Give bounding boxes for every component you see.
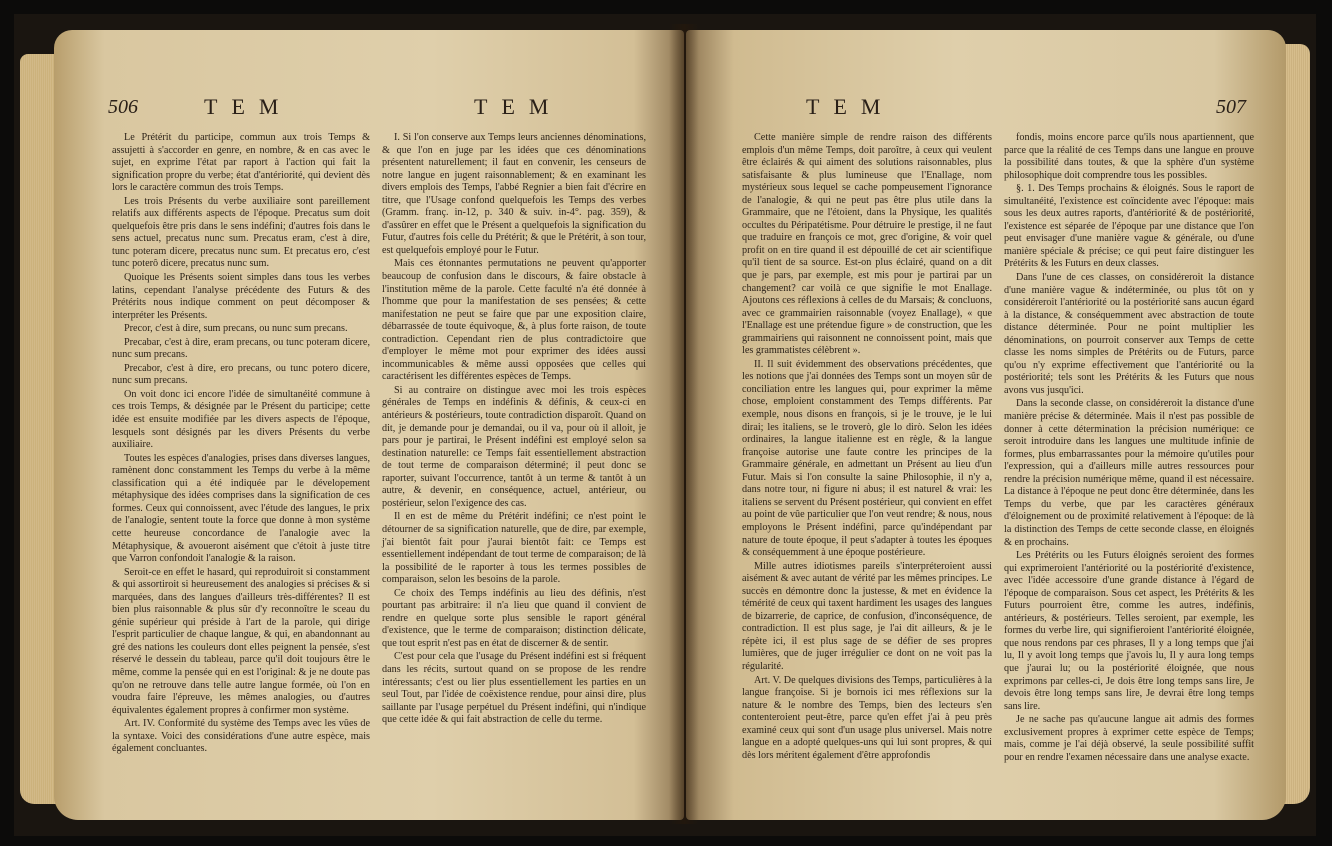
running-head-right: TEM	[806, 94, 895, 119]
left-page-column-2	[382, 132, 646, 728]
page-number-left: 506	[108, 96, 138, 118]
paragraph: Ce choix des Temps indéfinis au lieu des définis, n'est pourtant pas arbitraire: il n'a lieu que quand il convient de rendre en quelque sorte plus sensible le raport général d'existence, que le terme de comparaison; distinction délicate, que tout esprit n'est pas en état de discerner & de sentir.	[382, 587, 646, 649]
paragraph: I. Si l'on conserve aux Temps leurs anciennes dénominations, & que l'on en juge par les idées que ces dénominations présentent naturellement; il faut en convenir, les censeurs de notre langue en jugent raisonnablement; & en examinant les divers emplois des Temps, l'abbé Regnier a bien fait d'écrire en titre, que l'Usage confond quelquefois les Temps des verbes (Gramm. franç. in-12, p. 340 & suiv. in-4°. pag. 359), & d'assûrer en effet que le Présent a quelquefois la signification du Futur, d'autres fois celle du Prétérit; & que le Prétérit, à son tour, est quelquefois employé pour le Futur.	[382, 132, 646, 256]
paragraph: Art. IV. Conformité du système des Temps avec les vûes de la syntaxe. Voici des considérations d'une autre espèce, mais également concluantes.	[112, 718, 370, 755]
running-head-left-b: TEM	[474, 94, 563, 119]
left-page	[54, 30, 684, 820]
paragraph: Dans l'une de ces classes, on considéreroit la distance d'une manière vague & indéterminée, ou plus tôt on y considéreroit l'antériorité ou la postériorité sans aucun égard à la distance, & conséquemment avec abstraction de toute distance déterminée. Pour ne point multiplier les dénominations, on pourroit conserver aux Temps de cette classe les noms simples de Prétérits ou de Futurs, parce qu'ou n'y exprime effectivement que l'antériorité ou la postériorité; tels sont les Prétérits & les Futurs que nous avons vus jusqu'ici.	[1004, 272, 1254, 396]
paragraph: Mille autres idiotismes pareils s'interpréteroient aussi aisément & avec autant de vérité par les mêmes principes. Le succès en démontre donc la justesse, & met en évidence la témérité de ceux qui taxent hardiment les usages des langues de bizarrerie, de caprice, de confusion, d'inconséquence, de contradiction. Il est plus sage, je l'ai dit ailleurs, & je le répète ici, il est plus sage de se défier de ses propres lumières, que de juger irrégulier ce dont on ne voit pas la régularité.	[742, 560, 992, 672]
book-gutter	[669, 24, 699, 824]
paragraph: C'est pour cela que l'usage du Présent indéfini est si fréquent dans les récits, surtout quand on se propose de les rendre intéressants; c'est ou lier plus essentiellement les parties en un seul Tout, par l'idée de coëxistence rendue, pour ainsi dire, plus saillante par l'usage perpétuel du Présent indéfini, qui n'indique que cette idée & qui fait abstraction de celle du terme.	[382, 651, 646, 726]
paragraph: Seroit-ce en effet le hasard, qui reproduiroit si constamment & qui assortiroit si heureusement des analogies si précises & si marquées, dans des langues d'ailleurs très-différentes? Il est bien plus raisonnable & plus sûr d'y reconnoître le sceau du génie supérieur qui préside à l'art de la parole, qui dirige l'esprit particulier de chaque langue, & qui, en abandonnant au gré des nations les couleurs dont elles peignent la pensée, s'est réservé le dessein du tableau, parce qu'il doit toujours être le même, comme la pensée qui en est l'original: & je ne doute pas qu'on ne retrouve dans telle autre langue formée, où l'on en voudra faire l'épreuve, les mêmes analogies, ou d'autres équivalentes également propres à confirmer mon système.	[112, 566, 370, 716]
paragraph: Toutes les espèces d'analogies, prises dans diverses langues, ramènent donc constamment les Temps du verbe à la même classification qui a été indiquée par le dévelopement métaphysique des idées comprises dans la signification de ces formes. Ceux qui connoissent, avec l'étude des langues, le prix de l'analogie, sentent toute la force que donne à mon système cette heureuse concordance de l'analogie avec la Métaphysique, & avoueront aisément que c'étoit à juste titre que Varron confondoit l'analogie & la raison.	[112, 452, 370, 565]
page-number-right: 507	[1216, 96, 1246, 118]
paragraph: Cette manière simple de rendre raison des différents emplois d'un même Temps, doit paroître, à ceux qui veulent être éclairés & qui aiment des solutions raisonnables, plus satisfaisante & plus lumineuse que l'Enallage, nom mystérieux sous lequel se cache pompeusement l'ignorance de l'analogie, & qui ne peut pas être plus utile dans la Grammaire, que ne l'étoient, dans la Physique, les qualités occultes du Péripatétisme. Pour détruire le prestige, il ne faut que traduire en françois ce mot, grec d'origine, & voir quel profit on en tire quand il est dépouillé de cet air scientifique qu'il tient de sa source. Est-on plus éclairé, quand on a dit que je pars, par exemple, est mis pour je partirai par un changement? car voilà ce que signifie le mot Enallage. Ajoutons ces réflexions à celles de du Marsais; & concluons, avec ce grammairien raisonnable (voyez Enallage), « que l'Enallage est une prétendue figure » de construction, que les grammairiens qui raisonnent ne connoissent point, mais que les grammatistes célèbrent ».	[742, 132, 992, 357]
paragraph: fondis, moins encore parce qu'ils nous apartiennent, que parce que la réalité de ces Temps dans une langue en prouve la possibilité dans toutes, & que la sphère d'un système philosophique doit comprendre tous les possibles.	[1004, 132, 1254, 181]
left-page-column-1	[112, 132, 370, 757]
paragraph: Precor, c'est à dire, sum precans, ou nunc sum precans.	[124, 323, 348, 335]
paragraph: Quoique les Présents soient simples dans tous les verbes latins, cependant l'analyse précédente des Futurs & des Prétérits nous indique comment on peut décomposer & interpréter les Présents.	[112, 272, 370, 321]
paragraph: §. 1. Des Temps prochains & éloignés. Sous le raport de simultanéité, l'existence est coïncidente avec l'époque: mais sous les deux autres raports, d'antériorité & de postériorité, l'existence est séparée de l'époque par une distance que l'on peut envisager d'une manière vague & générale, ou d'une manière spéciale & précise; ce qui peut faire distinguer les Prétérits & les Futurs en deux classes.	[1004, 183, 1254, 270]
book-spread	[14, 14, 1316, 836]
running-head-left-a: TEM	[204, 94, 293, 119]
paragraph: Le Prétérit du participe, commun aux trois Temps & assujetti à s'accorder en genre, en nombre, & en cas avec le sujet, en exprime l'état par raport à l'action qui fait la signification propre du verbe; état d'antériorité, qui devient dès lors le caractère commun des trois Temps.	[112, 132, 370, 194]
paragraph: II. Il suit évidemment des observations précédentes, que les notions que j'ai données des Temps sont un moyen sûr de conciliation entre les langues qui, pour exprimer la même chose, emploient constamment des Temps différents. Par exemple, nous disons en françois, si je le trouve, je le lui dirai; les italiens, se le troverò, gle lo dirò. Selon les idées ordinaires, la langue italienne est en règle, & la langue françoise autorise une faute contre les principes de la Grammaire générale, en admettant un Présent au lieu d'un Futur. Mais si l'on consulte la saine Philosophie, il n'y a, dans notre tour, ni figure ni abus; il est naturel & vrai: les italiens se servent du Présent postérieur, qui convient en effet au point de vûe particulier que l'on veut rendre; & nous, nous employons le Présent indéfini, parce qu'indépendant par nature de toute époque, il peut s'adapter à toutes les époques & conséquemment à une époque postérieure.	[742, 358, 992, 559]
paragraph: Les trois Présents du verbe auxiliaire sont pareillement relatifs aux différents aspects de l'époque. Precatus sum doit quelquefois être pris dans le sens indéfini; d'autres fois dans le sens actuel, precatus nunc sum. Precatus eram, c'est à dire, tunc poteram dicere, precatus nunc sum. Et precatus ero, c'est tunc poterô dicere, precatus nunc sum.	[112, 195, 370, 270]
paragraph: Les Prétérits ou les Futurs éloignés seroient des formes qui exprimeroient l'antériorité ou la postériorité d'existence, avec l'idée accessoire d'une grande distance à l'égard de l'époque de comparaison. Sous cet aspect, les Prétérits & les Futurs pourroient être, comme les autres, indéfinis, antérieurs, & postérieurs. Telles seroient, par exemple, les formes du verbe lire, qui signifieroient l'antériorité éloignée, que nous rendons par ces phrases, Il y a long temps que j'ai lu, Il y avoit long temps que j'avois lu, Il y aura long temps que j'aurai lu; ou la postériorité éloignée, que nous exprimons par celles-ci, Je dois être long temps sans lire, Je devois être long temps sans lire, Je devrai être long temps sans lire.	[1004, 550, 1254, 712]
paragraph: Precabor, c'est à dire, ero precans, ou tunc potero dicere, nunc sum precans.	[112, 362, 370, 387]
paragraph: Je ne sache pas qu'aucune langue ait admis des formes exclusivement propres à exprimer cette espèce de Temps; mais, comme je l'ai déjà observé, la seule possibilité suffit pour en rendre l'examen nécessaire dans une analyse exacte.	[1004, 714, 1254, 763]
paragraph: Si au contraire on distingue avec moi les trois espèces générales de Temps en indéfinis & définis, & ceux-ci en antérieurs & postérieurs, toute contradiction disparoît. Quand on dit, je demande pour je demandai, ou il va, pour où il alloit, je pars pour je partirai, le Présent indéfini est employé selon sa destination naturelle: ce Temps fait essentiellement abstraction de tout terme de comparaison déterminé; il peut donc se raporter, suivant l'occurrence, tantôt à un terme & tantôt à un autre, & devenir, en conséquence, actuel, antérieur, ou postérieur, selon l'exigence des cas.	[382, 384, 646, 509]
right-page-column-1	[742, 132, 992, 763]
right-page	[686, 30, 1286, 820]
paragraph: On voit donc ici encore l'idée de simultanéité commune à ces trois Temps, & désignée par le Présent du participe; cette idée est ensuite modifiée par les divers aspects de l'époque, lesquels sont désignés par les divers Présents du verbe auxiliaire.	[112, 388, 370, 451]
right-page-column-2	[1004, 132, 1254, 765]
paragraph: Il en est de même du Prétérit indéfini; ce n'est point le détourner de sa signification naturelle, que de dire, par exemple, j'ai bientôt fait pour j'aurai bientôt fait: ce Temps est essentiellement indépendant de tout terme de comparaison; de là la possibilité de le raporter à tous les termes possibles de comparaison, selon les besoins de la parole.	[382, 511, 646, 586]
paragraph: Precabar, c'est à dire, eram precans, ou tunc poteram dicere, nunc sum precans.	[112, 336, 370, 361]
paragraph: Dans la seconde classe, on considéreroit la distance d'une manière précise & déterminée. Mais il n'est pas possible de donner à cette détermination la précision numérique: ce seroit introduire dans les langues une multitude infinie de formes, plus embarrassantes pour la mémoire qu'utiles pour l'expression, qui a d'ailleurs mille autres ressources pour rendre la précision numérique même, quand il est nécessaire. La distance à l'époque ne peut donc être déterminée, dans les Temps du verbe, que par les caractères généraux d'éloignement ou de proximité relativement à l'époque: de là la distinction des Temps de cette seconde classe, en éloignés & en prochains.	[1004, 398, 1254, 548]
paragraph: Mais ces étonnantes permutations ne peuvent qu'apporter beaucoup de confusion dans le discours, & faire obstacle à l'institution même de la parole. Cette faculté n'a été donnée à l'homme que pour la manifestation de ses pensées; & cette manifestation ne peut se faire que par une exposition claire, débarrassée de toute équivoque, &, à plus forte raison, de toute contradiction. Cependant rien de plus contradictoire que d'employer le même mot pour exprimer des idées aussi incommunicables & même aussi opposées que celles qui caractérisent les différentes espèces de Temps.	[382, 258, 646, 383]
paragraph: Art. V. De quelques divisions des Temps, particulières à la langue françoise. Si je bornois ici mes réflexions sur la nature & le nombre des Temps, bien des lecteurs s'en contenteroient peut-être, parce qu'en effet j'ai à peu près examiné ceux qui sont d'un usage plus universel. Mais notre langue en a adopté quelques-uns qui lui sont propres, & qui dès lors méritent également d'être approfondis	[742, 674, 992, 761]
